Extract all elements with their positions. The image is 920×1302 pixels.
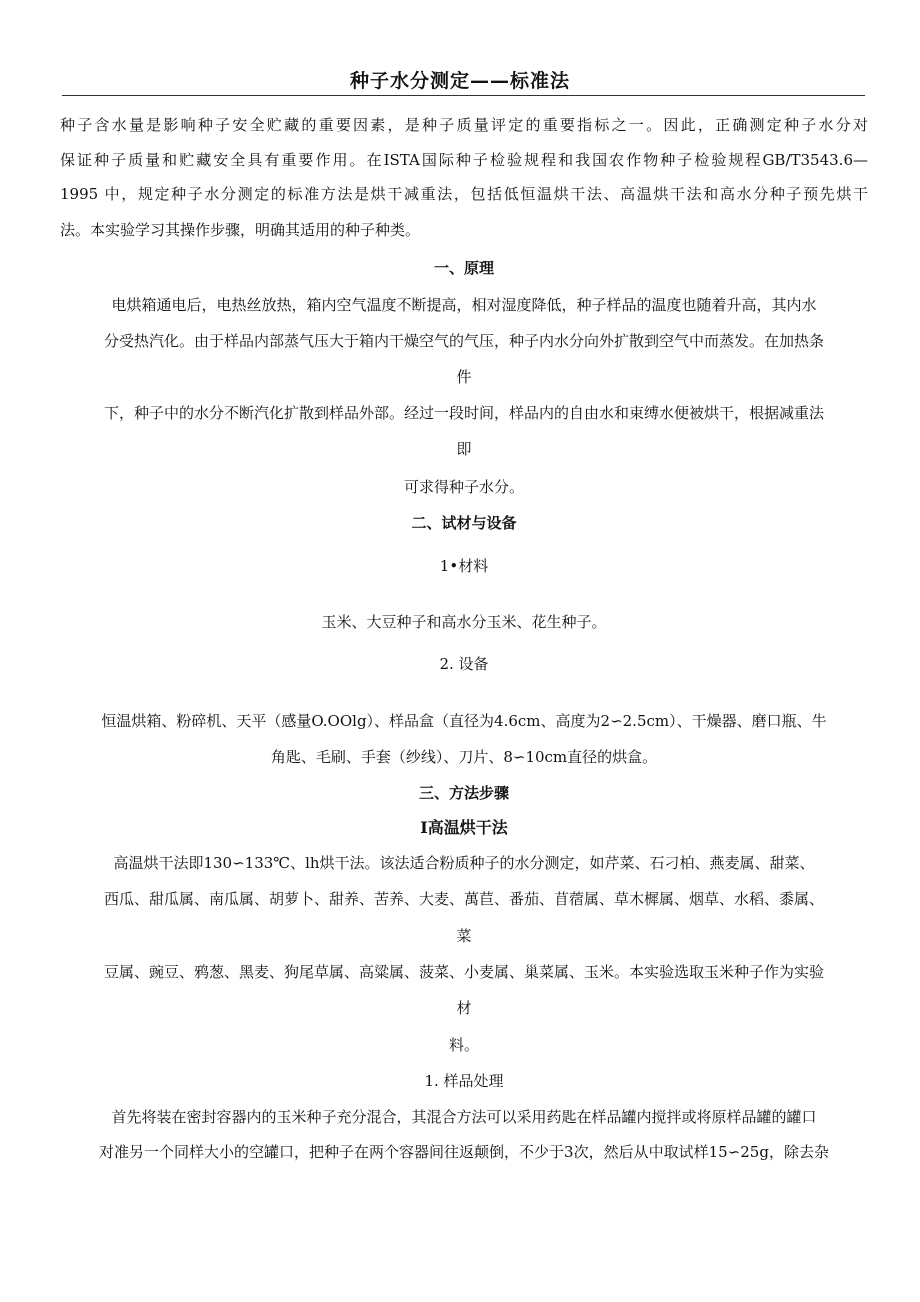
paragraph-line: 可求得种子水分。	[403, 478, 524, 496]
paragraph-line: 料。	[448, 1036, 479, 1054]
paragraph-line: 下，种子中的水分不断汽化扩散到样品外部。经过一段时间，样品内的自由水和束缚水便被烘干，根据减重法	[103, 404, 824, 422]
paragraph-line: 电烘箱通电后，电热丝放热，箱内空气温度不断提高，相对湿度降低，种子样品的温度也随着升高，其内水	[111, 296, 817, 314]
paragraph-line: 首先将装在密封容器内的玉米种子充分混合，其混合方法可以采用药匙在样品罐内搅拌或将原样品罐的罐口	[111, 1108, 817, 1126]
paragraph-line: 对准另一个同样大小的空罐口，把种子在两个容器间往返颠倒，不少于3次，然后从中取试样15∽25g，除去杂	[99, 1143, 829, 1161]
title-underline	[62, 95, 865, 96]
section-heading: 三、方法步骤	[418, 784, 509, 802]
paragraph-line: 件	[456, 368, 472, 386]
step-label: 1. 样品处理	[424, 1072, 504, 1090]
section-heading: 一、原理	[433, 259, 494, 277]
method-subheading: I高温烘干法	[420, 818, 508, 837]
doc-title: 种子水分测定——标准法	[349, 70, 570, 92]
intro-line: 保证种子质量和贮藏安全具有重要作用。在ISTA国际种子检验规程和我国农作物种子检验规程GB/T3543.6—	[60, 151, 868, 169]
paragraph-line: 豆属、豌豆、鸦葱、黑麦、狗尾草属、高粱属、菠菜、小麦属、巢菜属、玉米。本实验选取玉米种子作为实验	[103, 963, 824, 981]
paragraph-line: 西瓜、甜瓜属、南瓜属、胡萝卜、甜养、苦养、大麦、萬苣、番茄、苜蓿属、草木樨属、烟草、水稻、黍属、	[103, 890, 824, 908]
equipment-line: 恒温烘箱、粉碎机、天平（感量O.OOlg）、样品盒（直径为4.6cm、高度为2∽2.5cm）、干燥器、磨口瓶、牛	[101, 712, 827, 730]
equipment-label: 2. 设备	[439, 655, 489, 673]
paragraph-line: 材	[456, 999, 472, 1017]
equipment-line: 角匙、毛刷、手套（纱线）、刀片、8∽10cm直径的烘盒。	[270, 748, 658, 766]
intro-line: 种子含水量是影响种子安全贮藏的重要因素，是种子质量评定的重要指标之一。因此，正确测定种子水分对	[60, 116, 868, 134]
intro-line: 法。本实验学习其操作步骤，明确其适用的种子种类。	[60, 221, 421, 239]
materials-text: 玉米、大豆种子和高水分玉米、花生种子。	[321, 613, 607, 631]
intro-line: 1995 中，规定种子水分测定的标准方法是烘干减重法，包括低恒温烘干法、高温烘干法和高水分种子预先烘干	[60, 185, 868, 203]
section-heading: 二、试材与设备	[411, 514, 517, 532]
paragraph-line: 菜	[456, 927, 472, 945]
paragraph-line: 即	[456, 440, 472, 458]
materials-label: 1•材料	[439, 557, 489, 575]
paragraph-line: 分受热汽化。由于样品内部蒸气压大于箱内干燥空气的气压，种子内水分向外扩散到空气中而蒸发。在加热条	[103, 332, 824, 350]
paragraph-line: 高温烘干法即130∽133℃、lh烘干法。该法适合粉质种子的水分测定，如芹菜、石刁柏、燕麦属、甜菜、	[113, 854, 815, 872]
